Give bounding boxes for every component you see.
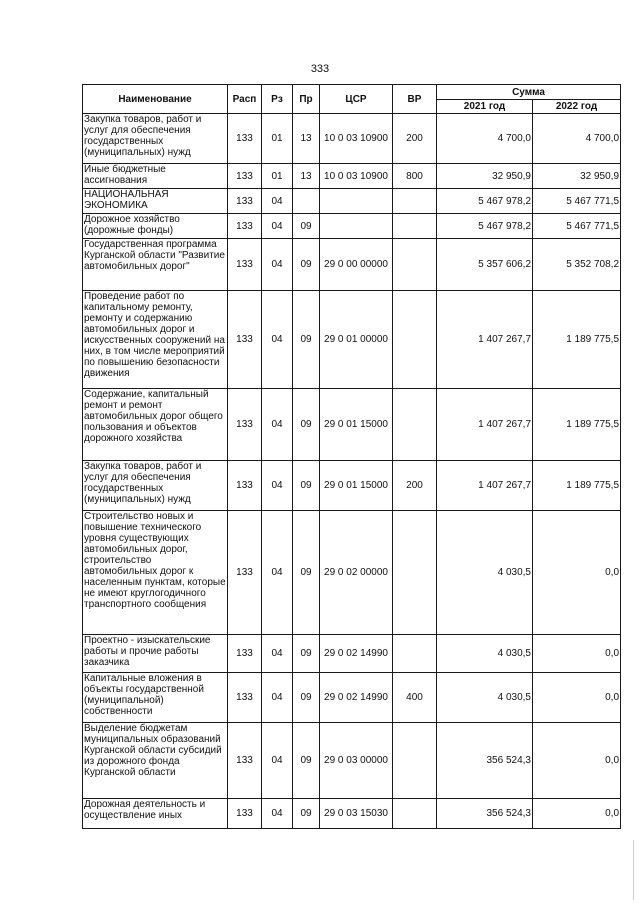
row-rz: 04 (262, 461, 293, 511)
row-sum-2022: 5 467 771,5 (533, 214, 621, 239)
header-vr: ВР (393, 85, 437, 114)
row-pr: 09 (293, 214, 320, 239)
row-rasp: 133 (228, 189, 262, 214)
row-csr: 29 0 00 00000 (320, 239, 393, 291)
row-rasp: 133 (228, 389, 262, 461)
row-sum-2022: 0,0 (533, 511, 621, 635)
table-row (83, 673, 621, 723)
row-rz: 04 (262, 239, 293, 291)
row-sum-2021: 1 407 267,7 (437, 461, 533, 511)
header-csr: ЦСР (320, 85, 393, 114)
row-rasp: 133 (228, 723, 262, 799)
row-vr (393, 214, 437, 239)
row-vr: 400 (393, 673, 437, 723)
row-name: Иные бюджетные ассигнования (83, 164, 228, 189)
row-csr (320, 189, 393, 214)
table-row (83, 189, 621, 214)
row-name: Проведение работ по капитальному ремонту, ремонту и содержанию автомобильных дорог и искусственных сооружений на них, в том числе мероприятий по повышению безопасности движения (83, 291, 228, 389)
table-row (83, 461, 621, 511)
row-rasp: 133 (228, 799, 262, 829)
row-csr: 29 0 02 00000 (320, 511, 393, 635)
row-rz: 01 (262, 114, 293, 164)
row-csr: 29 0 01 15000 (320, 389, 393, 461)
row-sum-2022: 0,0 (533, 673, 621, 723)
row-name: Содержание, капитальный ремонт и ремонт автомобильных дорог общего пользования и объектов дорожного хозяйства (83, 389, 228, 461)
row-csr: 29 0 02 14990 (320, 673, 393, 723)
row-sum-2021: 1 407 267,7 (437, 291, 533, 389)
row-name: Дорожное хозяйство (дорожные фонды) (83, 214, 228, 239)
header-year-2021: 2021 год (437, 100, 533, 114)
row-rasp: 133 (228, 461, 262, 511)
table-row (83, 723, 621, 799)
row-name: Дорожная деятельность и осуществление иных (83, 799, 228, 829)
row-name: Государственная программа Курганской области "Развитие автомобильных дорог" (83, 239, 228, 291)
row-csr: 10 0 03 10900 (320, 114, 393, 164)
row-csr: 29 0 01 15000 (320, 461, 393, 511)
row-sum-2022: 1 189 775,5 (533, 291, 621, 389)
row-vr (393, 511, 437, 635)
row-rasp: 133 (228, 114, 262, 164)
row-pr: 09 (293, 461, 320, 511)
row-pr: 09 (293, 291, 320, 389)
table-row (83, 214, 621, 239)
row-rz: 04 (262, 635, 293, 673)
row-rasp: 133 (228, 164, 262, 189)
row-pr: 09 (293, 673, 320, 723)
table-row (83, 114, 621, 164)
row-csr: 29 0 03 15030 (320, 799, 393, 829)
table-row (83, 511, 621, 635)
row-rz: 04 (262, 291, 293, 389)
row-sum-2022: 0,0 (533, 799, 621, 829)
row-sum-2022: 32 950,9 (533, 164, 621, 189)
row-vr (393, 239, 437, 291)
row-rz: 04 (262, 799, 293, 829)
row-sum-2021: 32 950,9 (437, 164, 533, 189)
row-sum-2021: 5 467 978,2 (437, 214, 533, 239)
row-vr (393, 389, 437, 461)
row-sum-2021: 4 030,5 (437, 511, 533, 635)
row-rz: 04 (262, 723, 293, 799)
row-rasp: 133 (228, 673, 262, 723)
row-vr (393, 291, 437, 389)
row-vr: 200 (393, 114, 437, 164)
row-rasp: 133 (228, 291, 262, 389)
row-sum-2021: 356 524,3 (437, 799, 533, 829)
row-vr (393, 635, 437, 673)
row-sum-2021: 4 030,5 (437, 673, 533, 723)
row-rasp: 133 (228, 214, 262, 239)
row-sum-2021: 5 467 978,2 (437, 189, 533, 214)
row-pr: 13 (293, 114, 320, 164)
row-sum-2021: 356 524,3 (437, 723, 533, 799)
row-csr (320, 214, 393, 239)
row-rasp: 133 (228, 635, 262, 673)
budget-table (82, 84, 621, 829)
row-name: НАЦИОНАЛЬНАЯ ЭКОНОМИКА (83, 189, 228, 214)
row-sum-2022: 1 189 775,5 (533, 389, 621, 461)
page-number: 333 (310, 63, 330, 75)
table-row (83, 635, 621, 673)
row-pr (293, 189, 320, 214)
row-rz: 04 (262, 189, 293, 214)
row-sum-2022: 4 700,0 (533, 114, 621, 164)
row-sum-2022: 1 189 775,5 (533, 461, 621, 511)
table-row (83, 239, 621, 291)
table-row (83, 164, 621, 189)
row-name: Проектно - изыскательские работы и прочие работы заказчика (83, 635, 228, 673)
row-sum-2022: 0,0 (533, 635, 621, 673)
row-csr: 29 0 01 00000 (320, 291, 393, 389)
row-rasp: 133 (228, 239, 262, 291)
table-row (83, 799, 621, 829)
row-sum-2022: 0,0 (533, 723, 621, 799)
row-name: Строительство новых и повышение технического уровня существующих автомобильных дорог, строительство автомобильных дорог к населенным пунктам, которые не имеют круглогодичного транспортного сообщения (83, 511, 228, 635)
header-rz: Рз (262, 85, 293, 114)
header-name: Наименование (83, 85, 228, 114)
row-name: Закупка товаров, работ и услуг для обеспечения государственных (муниципальных) нужд (83, 114, 228, 164)
row-csr: 29 0 03 00000 (320, 723, 393, 799)
row-sum-2021: 4 030,5 (437, 635, 533, 673)
row-pr: 09 (293, 723, 320, 799)
row-name: Выделение бюджетам муниципальных образований Курганской области субсидий из дорожного фонда Курганской области (83, 723, 228, 799)
row-pr: 09 (293, 635, 320, 673)
row-pr: 09 (293, 511, 320, 635)
row-rz: 04 (262, 673, 293, 723)
row-sum-2022: 5 467 771,5 (533, 189, 621, 214)
row-sum-2021: 4 700,0 (437, 114, 533, 164)
row-rz: 04 (262, 214, 293, 239)
row-name: Закупка товаров, работ и услуг для обеспечения государственных (муниципальных) нужд (83, 461, 228, 511)
row-vr: 200 (393, 461, 437, 511)
row-rz: 04 (262, 389, 293, 461)
row-name: Капитальные вложения в объекты государственной (муниципальной) собственности (83, 673, 228, 723)
header-pr: Пр (293, 85, 320, 114)
row-pr: 13 (293, 164, 320, 189)
row-vr (393, 189, 437, 214)
header-rasp: Расп (228, 85, 262, 114)
scan-edge-mark (633, 840, 634, 900)
row-sum-2022: 5 352 708,2 (533, 239, 621, 291)
row-sum-2021: 5 357 606,2 (437, 239, 533, 291)
row-csr: 29 0 02 14990 (320, 635, 393, 673)
header-year-2022: 2022 год (533, 100, 621, 114)
table-row (83, 291, 621, 389)
row-sum-2021: 1 407 267,7 (437, 389, 533, 461)
row-rz: 01 (262, 164, 293, 189)
row-rasp: 133 (228, 511, 262, 635)
row-vr: 800 (393, 164, 437, 189)
row-csr: 10 0 03 10900 (320, 164, 393, 189)
header-sum: Сумма (437, 85, 621, 100)
row-vr (393, 799, 437, 829)
table-row (83, 389, 621, 461)
row-rz: 04 (262, 511, 293, 635)
row-pr: 09 (293, 389, 320, 461)
row-vr (393, 723, 437, 799)
row-pr: 09 (293, 799, 320, 829)
row-pr: 09 (293, 239, 320, 291)
